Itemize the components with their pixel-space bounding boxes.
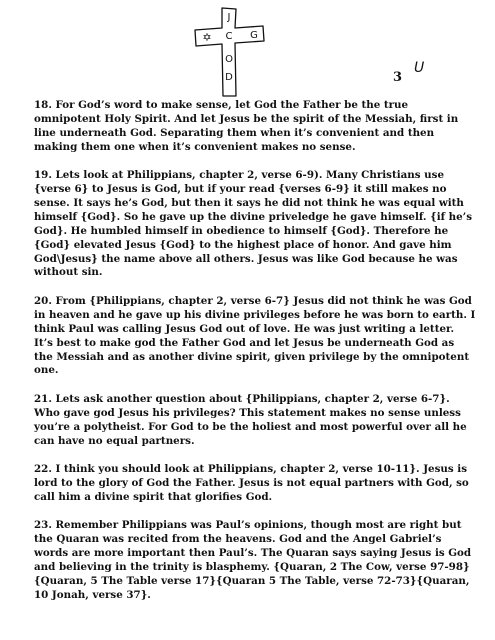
logo-letter-center: C	[225, 31, 233, 42]
page-handwritten-mark: U	[414, 60, 425, 76]
page-number: 3	[393, 70, 403, 85]
paragraph-19: 19. Lets look at Philippians, chapter 2, verse 6-9). Many Christians use {verse 6} to Jesus is God, but if your read {verses 6-9} it still makes no sense. It says he’s God, but then it says he did not think he was equal with himself {God}. So he gave up the divine priveledge he gave himself. {if he’s God}. He humbled himself in obedience to himself {God}. Therefore he {God} elevated Jesus {God} to the highest place of honor. And gave him God\Jesus} the name above all others. Jesus was like God because he was without sin.	[34, 169, 473, 279]
paragraph-23: 23. Remember Philippians was Paul’s opinions, though most are right but the Quaran was recited from the heavens. God and the Angel Gabriel’s words are more important then Paul’s. The Quaran says saying Jesus is God and believing in the trinity is blasphemy. {Quaran, 2 The Cow, verse 97-98}{Quaran, 5 The Table verse 17}{Quaran 5 The Table, verse 72-73}{Quaran, 10 Jonah, verse 37}.	[34, 519, 472, 601]
hand-drawn-cross-icon	[191, 6, 271, 98]
paragraph-21: 21. Lets ask another question about {Philippians, chapter 2, verse 6-7}. Who gave god Jesus his privileges? This statement makes no sense unless you’re a polytheist. For God to be the holiest and most powerful over all he can have no equal partners.	[34, 392, 467, 447]
logo-letter-right: G	[250, 30, 258, 41]
paragraph-22: 22. I think you should look at Philippians, chapter 2, verse 10-11}. Jesus is lord to the glory of God the Father. Jesus is not equal partners with God, so call him a divine spirit that glorifies God.	[34, 462, 469, 503]
paragraph-20: 20. From {Philippians, chapter 2, verse 6-7} Jesus did not think he was God in heaven and he gave up his divine privileges before he was born to earth. I think Paul was calling Jesus God out of love. He was just writing a letter. It’s best to make god the Father God and let Jesus be underneath God as the Messiah and as another divine spirit, given privilege by the omnipotent one.	[34, 294, 476, 377]
logo-letter-lower-1: O	[225, 54, 233, 65]
paragraph-18: 18. For God’s word to make sense, let God the Father be the true omnipotent Holy Spirit. And let Jesus be the spirit of the Messiah, first in line underneath God. Separating them when it’s convenient and then making them one when it’s convenient makes no sense.	[34, 99, 459, 153]
logo-letter-lower-2: D	[225, 72, 233, 83]
logo-letter-top: J	[227, 12, 231, 23]
document-body	[34, 99, 476, 617]
logo-star-symbol: ✡	[202, 31, 212, 44]
